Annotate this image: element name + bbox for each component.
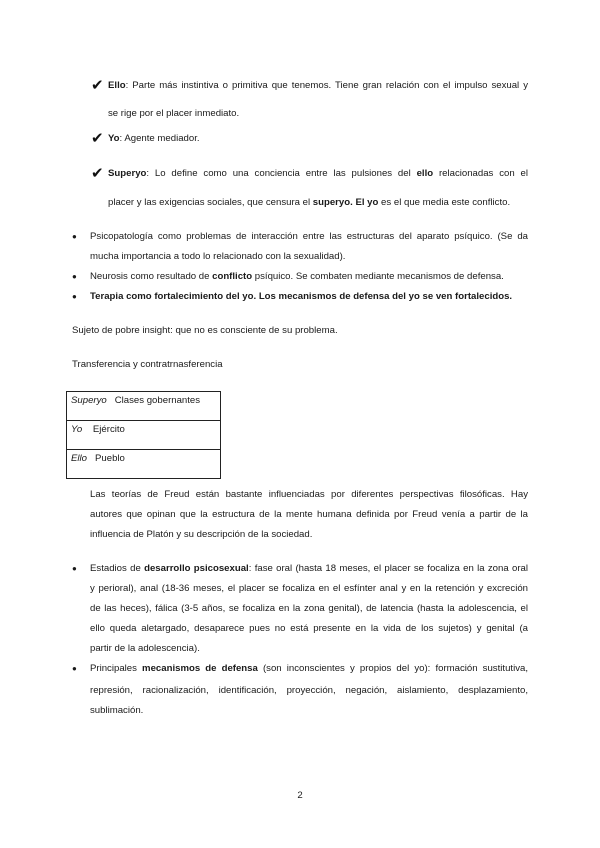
bullet-estadios-cont: y perioral), anal (18-36 meses, el placer se focaliza en el esfínter anal y en la retención y excreción bbox=[90, 583, 528, 594]
insight-line: Sujeto de pobre insight: que no es consciente de su problema. bbox=[72, 325, 338, 336]
bullet-estadios-cont: de las heces), fálica (3-5 años, se focaliza en la zona genital), de latencia (hasta la adolescencia, el bbox=[90, 603, 528, 614]
bullet-icon: ● bbox=[72, 292, 77, 301]
checkmark-icon: ✔ bbox=[91, 77, 104, 94]
page-number: 2 bbox=[297, 790, 303, 801]
term-superyo: Superyo bbox=[108, 168, 147, 179]
bullet-neurosis: Neurosis como resultado de conflicto psíquico. Se combaten mediante mecanismos de defensa. bbox=[90, 271, 504, 282]
table-term: Ello bbox=[71, 453, 87, 464]
bullet-estadios-cont: ello queda aletargado, desaparece pues no está presente en la vida de los sujetos) y genital (a bbox=[90, 623, 528, 634]
term-ello: Ello bbox=[108, 80, 126, 91]
bullet-terapia: Terapia como fortalecimiento del yo. Los mecanismos de defensa del yo se ven fortalecidos. bbox=[90, 291, 513, 302]
bullet-estadios: Estadios de desarrollo psicosexual: fase oral (hasta 18 meses, el placer se focaliza en la zona oral bbox=[90, 563, 528, 574]
check-item-superyo: Superyo: Lo define como una conciencia entre las pulsiones del ello relacionadas con el bbox=[108, 168, 528, 179]
table-desc: Pueblo bbox=[95, 453, 125, 464]
check-item-ello: Ello: Parte más instintiva o primitiva que tenemos. Tiene gran relación con el impulso sexual y bbox=[108, 80, 528, 91]
table-term: Superyo bbox=[71, 395, 107, 406]
bullet-icon: ● bbox=[72, 564, 77, 573]
table-desc: Clases gobernantes bbox=[114, 395, 201, 406]
table-row bbox=[67, 450, 221, 479]
table-row bbox=[67, 392, 221, 421]
checkmark-icon: ✔ bbox=[91, 130, 104, 147]
structures-table bbox=[66, 391, 221, 479]
bullet-estadios-cont: partir de la adolescencia). bbox=[90, 643, 200, 654]
bullet-mecanismos-cont: represión, racionalización, identificación, proyección, negación, aislamiento, desplazamiento, bbox=[90, 685, 528, 696]
table-row bbox=[67, 421, 221, 450]
bullet-psicopatologia: Psicopatología como problemas de interacción entre las estructuras del aparato psíquico. (Se da bbox=[90, 231, 528, 242]
paragraph-line: Las teorías de Freud están bastante influenciadas por diferentes perspectivas filosóficas. Hay bbox=[90, 489, 528, 500]
table-desc: Ejército bbox=[92, 424, 125, 435]
bullet-icon: ● bbox=[72, 232, 77, 241]
bullet-mecanismos: Principales mecanismos de defensa (son inconscientes y propios del yo): formación sustitutiva, bbox=[90, 663, 528, 674]
check-item-yo: Yo: Agente mediador. bbox=[108, 133, 200, 144]
checkmark-icon: ✔ bbox=[91, 165, 104, 182]
check-item-ello-cont: se rige por el placer inmediato. bbox=[108, 108, 240, 119]
bullet-psicopatologia-cont: mucha importancia a todo lo relacionado con la sexualidad). bbox=[90, 251, 346, 262]
paragraph-line: autores que opinan que la estructura de la mente humana definida por Freud venía a partir de la bbox=[90, 509, 528, 520]
table-term: Yo bbox=[71, 424, 83, 435]
term-yo: Yo bbox=[108, 133, 120, 144]
bullet-mecanismos-cont: sublimación. bbox=[90, 705, 144, 716]
bullet-icon: ● bbox=[72, 664, 77, 673]
check-item-superyo-cont: placer y las exigencias sociales, que censura el superyo. El yo es el que media este conflicto. bbox=[108, 197, 511, 208]
bullet-icon: ● bbox=[72, 272, 77, 281]
paragraph-line: influencia de Platón y su descripción de la sociedad. bbox=[90, 529, 313, 540]
transfer-line: Transferencia y contratrnasferencia bbox=[72, 359, 223, 370]
